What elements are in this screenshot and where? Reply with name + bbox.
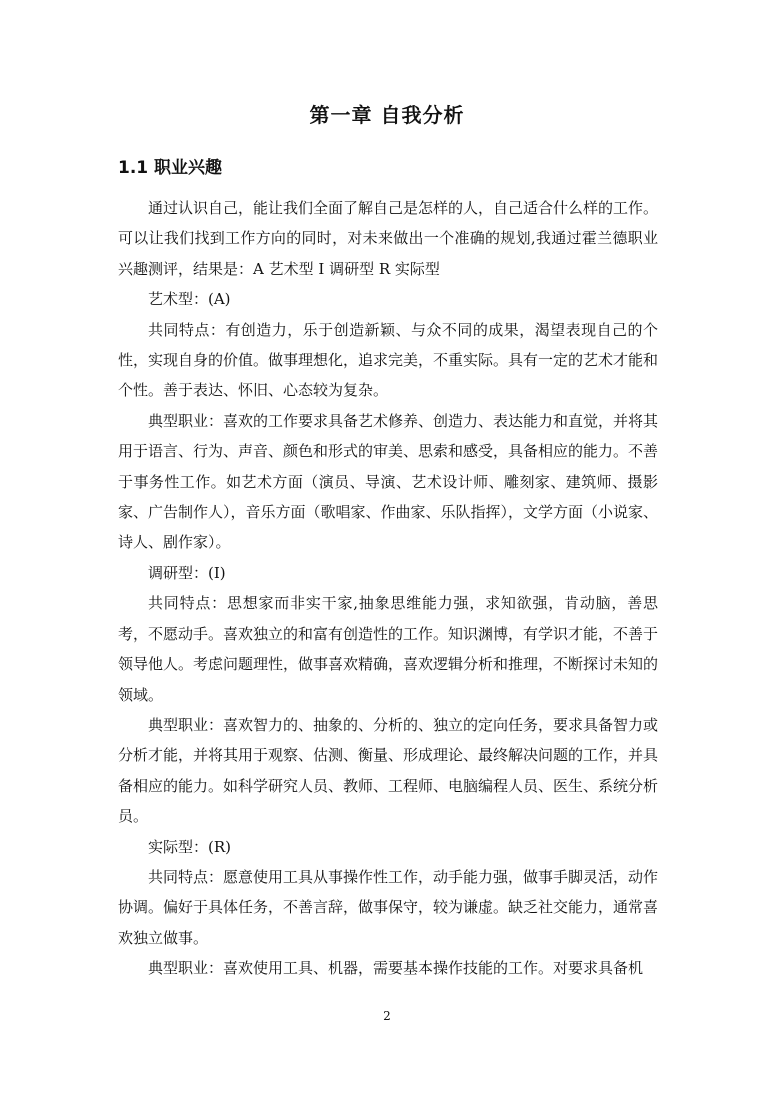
paragraph-investigative-careers: 典型职业：喜欢智力的、抽象的、分析的、独立的定向任务，要求具备智力或分析才能，并将其用于观察、估测、衡量、形成理论、最终解决问题的工作，并具备相应的能力。如科学研究人员、教师、工程师、电脑编程人员、医生、系统分析员。 xyxy=(118,715,659,826)
section-title: 1.1 职业兴趣 xyxy=(118,158,223,178)
paragraph-investigative-heading: 调研型：(I) xyxy=(148,563,226,582)
paragraph-investigative-traits: 共同特点：思想家而非实干家,抽象思维能力强，求知欲强，肯动脑，善思考，不愿动手。喜欢独立的和富有创造性的工作。知识渊博，有学识才能，不善于领导他人。考虑问题理性，做事喜欢精确，喜欢逻辑分析和推理，不断探讨未知的领域。 xyxy=(118,594,659,704)
body-text xyxy=(118,193,658,984)
chapter-title: 第一章 自我分析 xyxy=(309,103,465,127)
paragraph-realistic-heading: 实际型：(R) xyxy=(148,837,231,856)
paragraph-intro: 通过认识自己，能让我们全面了解自己是怎样的人，自己适合什么样的工作。可以让我们找到工作方向的同时，对未来做出一个准确的规划,我通过霍兰德职业兴趣测评，结果是：A 艺术型 I 调研型 R 实际型 xyxy=(118,199,659,278)
paragraph-realistic-traits: 共同特点：愿意使用工具从事操作性工作，动手能力强，做事手脚灵活，动作协调。偏好于具体任务，不善言辞，做事保守，较为谦虚。缺乏社交能力，通常喜欢独立做事。 xyxy=(118,867,659,947)
paragraph-artistic-careers: 典型职业：喜欢的工作要求具备艺术修养、创造力、表达能力和直觉，并将其用于语言、行为、声音、颜色和形式的审美、思索和感受，具备相应的能力。不善于事务性工作。如艺术方面（演员、导演、艺术设计师、雕刻家、建筑师、摄影家、广告制作人），音乐方面（歌唱家、作曲家、乐队指挥），文学方面（小说家、诗人、剧作家）。 xyxy=(118,411,659,552)
paragraph-artistic-heading: 艺术型：(A) xyxy=(148,290,231,309)
paragraph-realistic-careers: 典型职业：喜欢使用工具、机器，需要基本操作技能的工作。对要求具备机 xyxy=(148,959,644,978)
paragraph-artistic-traits: 共同特点：有创造力，乐于创造新颖、与众不同的成果，渴望表现自己的个性，实现自身的价值。做事理想化，追求完美，不重实际。具有一定的艺术才能和个性。善于表达、怀旧、心态较为复杂。 xyxy=(118,320,659,400)
page-number: 2 xyxy=(383,1009,391,1023)
